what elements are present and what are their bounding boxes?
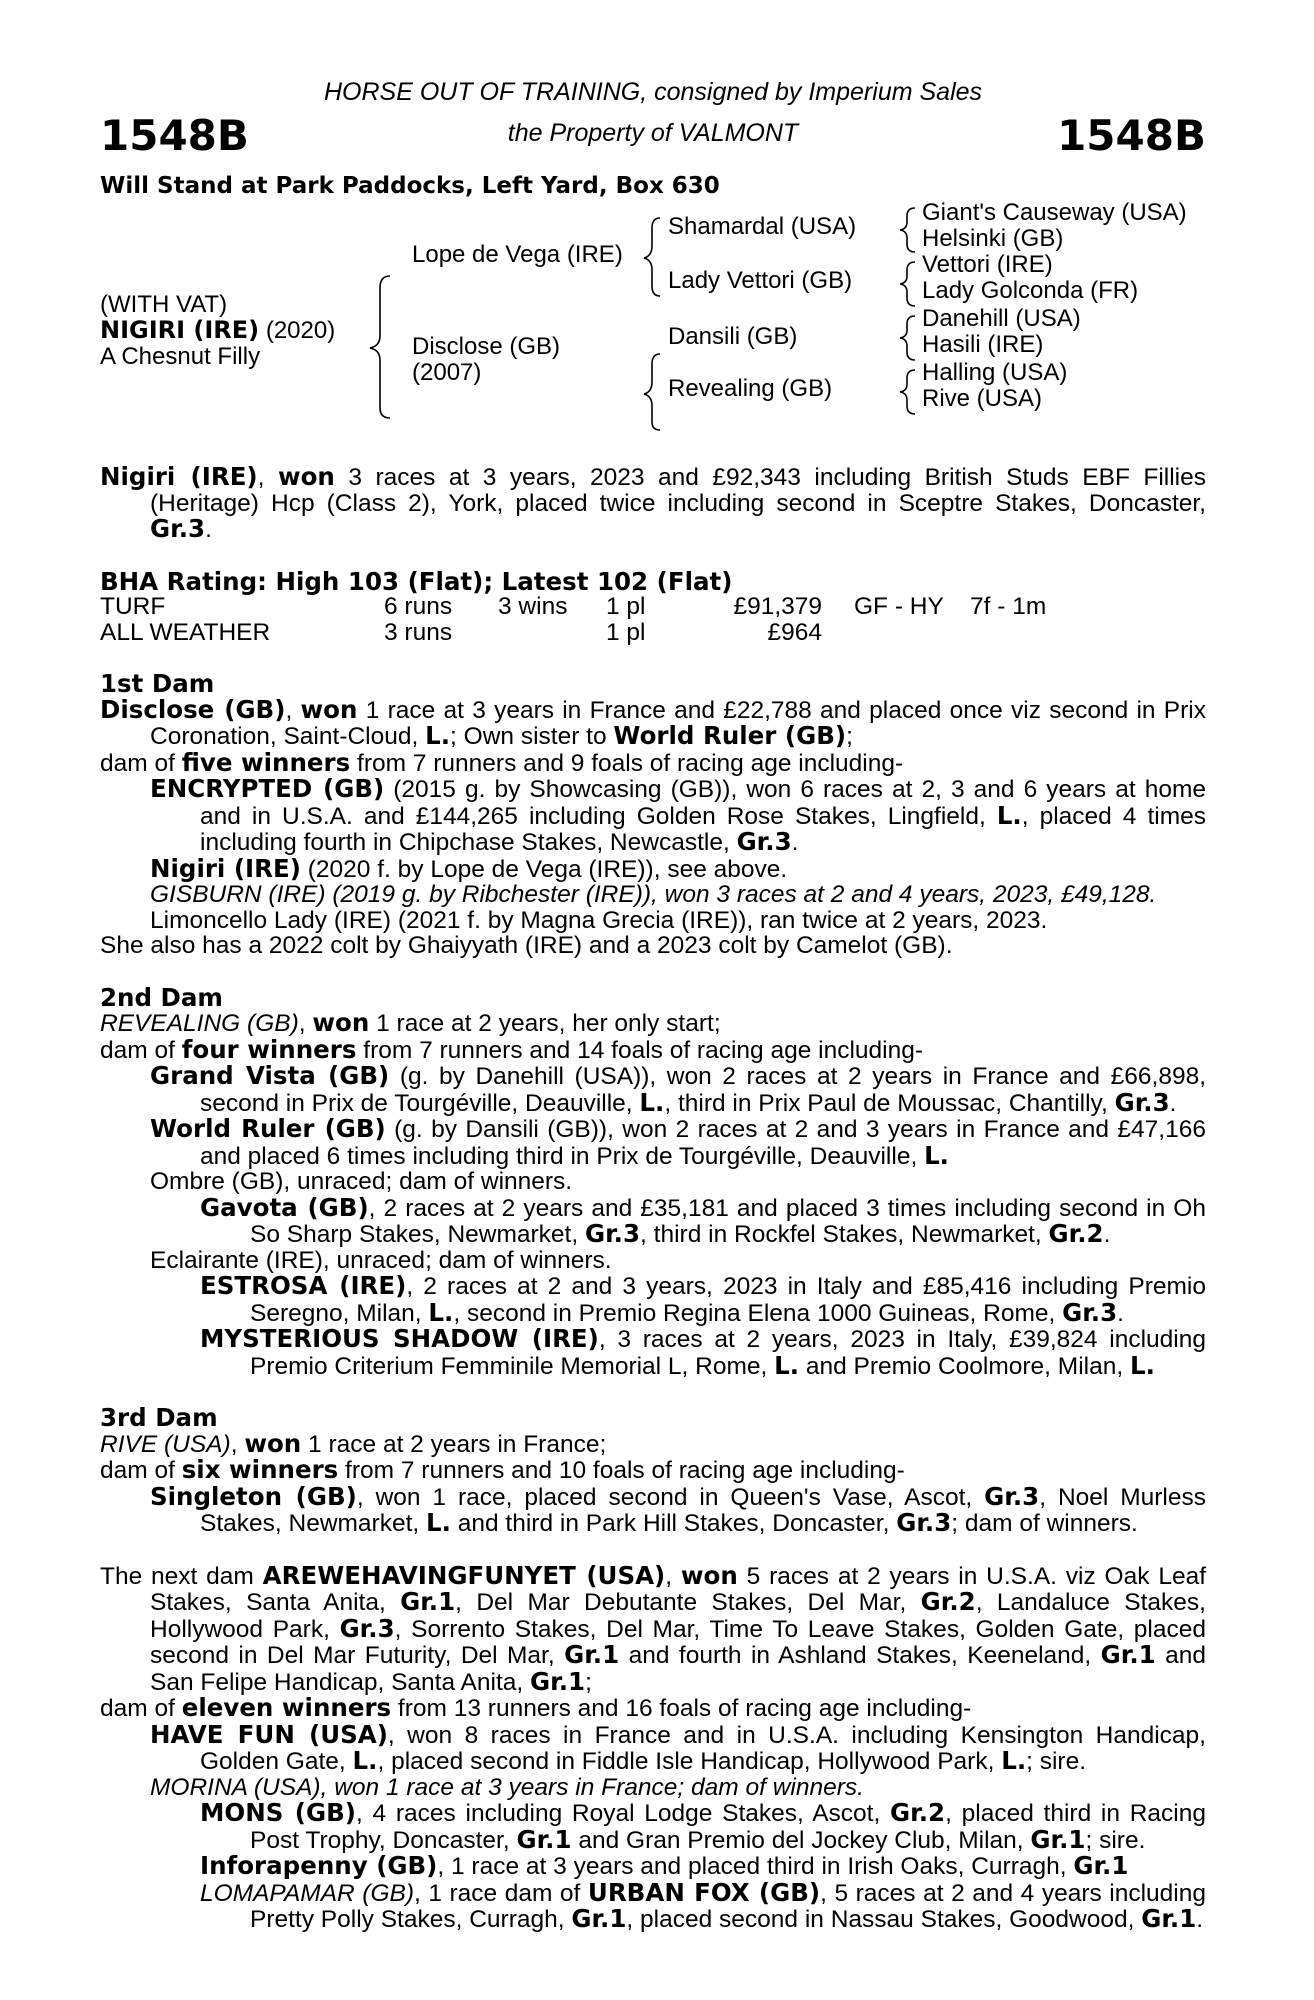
- sister-name: World Ruler (GB): [613, 721, 847, 750]
- vat-note: (WITH VAT): [100, 291, 228, 318]
- intro-grade: Gr.3: [150, 514, 206, 543]
- text: and Premio Coolmore, Milan,: [799, 1352, 1130, 1380]
- listed-mark: L.: [352, 1746, 378, 1775]
- produce-encrypted: [150, 776, 1206, 856]
- produce-name: World Ruler (GB): [150, 1114, 386, 1143]
- text: ; sire.: [1085, 1826, 1146, 1854]
- lot-number-left: 1548B: [100, 111, 249, 160]
- grade-mark: Gr.3: [984, 1481, 1040, 1511]
- rating-wins: [498, 620, 606, 646]
- grade-mark: Gr.1: [1030, 1824, 1086, 1854]
- text: .: [1169, 1089, 1177, 1117]
- ped-dss: Danehill (USA): [922, 305, 1081, 332]
- grade-mark: Gr.1: [530, 1666, 586, 1696]
- winners-count: four winners: [181, 1034, 357, 1064]
- text: The next dam: [100, 1562, 263, 1590]
- text: and fourth in Ashland Stakes, Keeneland,: [619, 1642, 1101, 1669]
- dam1-also: She also has a 2022 colt by Ghaiyyath (IRE) and a 2023 colt by Camelot (GB).: [100, 932, 953, 959]
- rating-prize: £964: [767, 618, 822, 646]
- produce-gisburn: GISBURN (IRE) (2019 g. by Ribchester (IRE)), won 3 races at 2 and 4 years, 2023, £49,128.: [150, 881, 1157, 908]
- rating-placed: 1 pl: [606, 618, 646, 646]
- text: .: [1117, 1299, 1124, 1327]
- grade-mark: Gr.1: [1141, 1904, 1197, 1933]
- dam3-produce-line: [100, 1457, 1206, 1484]
- text: .: [791, 829, 799, 856]
- lot-number-right: 1548B: [1057, 111, 1206, 160]
- dam1-heading: 1st Dam: [100, 669, 215, 698]
- text: , won 1 race, placed second in Queen's Vase, Ascot,: [356, 1483, 985, 1511]
- rating-runs: 6 runs: [384, 593, 453, 620]
- sire: Lope de Vega (IRE): [412, 241, 623, 268]
- produce-world-ruler: [150, 1116, 1206, 1169]
- text: ;: [585, 1668, 592, 1696]
- text: from 7 runners and 9 foals of racing age including-: [350, 749, 904, 777]
- text: ; dam of winners.: [951, 1510, 1138, 1537]
- text: , third in Prix Paul de Moussac, Chantilly,: [664, 1089, 1115, 1117]
- dam2-won: won: [312, 1008, 370, 1037]
- produce-name: ENCRYPTED (GB): [150, 774, 385, 803]
- produce-name: LOMAPAMAR (GB): [200, 1879, 414, 1907]
- next-dam-won: won: [680, 1560, 738, 1590]
- dam-dam: Revealing (GB): [668, 375, 833, 402]
- text: , Noel Murless Stakes, Newmarket,: [200, 1483, 1207, 1537]
- intro-won: won: [277, 462, 335, 491]
- grade-mark: Gr.3: [1114, 1087, 1170, 1117]
- listed-mark: L.: [425, 721, 451, 750]
- produce-have-fun: [150, 1719, 1206, 1775]
- text: and Gran Premio del Jockey Club, Milan,: [571, 1826, 1031, 1854]
- text: dam of: [100, 1695, 182, 1722]
- produce-inforapenny: [200, 1853, 1206, 1880]
- grade-mark: Gr.1: [564, 1640, 620, 1669]
- text: .: [1196, 1906, 1204, 1933]
- text: and San Felipe Handicap, Santa Anita,: [150, 1642, 1207, 1696]
- produce-gavota: [200, 1192, 1206, 1248]
- ped-ssd: Helsinki (GB): [922, 225, 1064, 252]
- produce-limoncello: Limoncello Lady (IRE) (2021 f. by Magna Grecia (IRE)), ran twice at 2 years, 2023.: [150, 906, 1048, 934]
- grade-mark: Gr.1: [571, 1904, 627, 1933]
- winners-count: eleven winners: [181, 1693, 392, 1722]
- rating-title: BHA Rating: High 103 (Flat); Latest 102 (Flat): [100, 566, 733, 596]
- rating-distance: 7f - 1m: [970, 593, 1047, 620]
- produce-name: Grand Vista (GB): [150, 1061, 390, 1090]
- text: , 2 races at 2 years and £35,181 and placed 3 times including second in Oh So Sharp Stakes, Newmarket,: [250, 1194, 1206, 1248]
- produce-name: Singleton (GB): [150, 1481, 357, 1511]
- rating-row-aw: [100, 620, 1046, 646]
- listed-mark: L.: [924, 1140, 949, 1170]
- text: from 7 runners and 10 foals of racing age including-: [338, 1457, 905, 1484]
- dam1-paragraph: Disclose (GB), won 1 race at 3 years in France and £22,788 and placed once viz second in Prix Coronation, Saint-Cloud, L.; Own sister to World Ruler (GB);: [100, 694, 1206, 750]
- winners-count: six winners: [181, 1455, 339, 1484]
- grade-mark: Gr.1: [400, 1587, 456, 1616]
- produce-morina: MORINA (USA), won 1 race at 3 years in France; dam of winners.: [150, 1773, 864, 1801]
- pedigree-table: [100, 199, 1206, 418]
- next-dam-produce-line: [100, 1695, 1206, 1722]
- produce-name: URBAN FOX (GB): [587, 1877, 821, 1907]
- text: , 4 races including Royal Lodge Stakes, Ascot,: [355, 1800, 891, 1827]
- produce-lomapamar: [200, 1877, 1207, 1933]
- ped-sdd: Lady Golconda (FR): [922, 277, 1139, 304]
- ped-sss: Giant's Causeway (USA): [922, 199, 1187, 226]
- text: , 1 race at 3 years and placed third in Irish Oaks, Curragh,: [437, 1853, 1074, 1880]
- dam1-name: Disclose (GB): [100, 694, 286, 724]
- text: ; Own sister to: [450, 723, 614, 750]
- produce-name: MYSTERIOUS SHADOW (IRE): [200, 1324, 599, 1353]
- listed-mark: L.: [426, 1508, 451, 1537]
- text: , Sorrento Stakes, Del Mar, Time To Leave Stakes, Golden Gate, placed second in Del Mar Futurity, Del Mar,: [150, 1615, 1207, 1669]
- text: , placed second in Fiddle Isle Handicap, Hollywood Park,: [377, 1748, 1002, 1775]
- rating-wins: 3 wins: [498, 593, 568, 620]
- grade-mark: Gr.3: [896, 1508, 952, 1537]
- produce-name: ESTROSA (IRE): [200, 1271, 407, 1300]
- produce-mons: [200, 1800, 1206, 1853]
- grade-mark: Gr.3: [584, 1219, 641, 1248]
- rating-row-turf: [100, 594, 1046, 620]
- produce-ombre: Ombre (GB), unraced; dam of winners.: [150, 1168, 573, 1195]
- grade-mark: Gr.2: [1048, 1219, 1104, 1248]
- text: , Landaluce Stakes, Hollywood Park,: [150, 1589, 1206, 1643]
- listed-mark: L.: [428, 1297, 454, 1327]
- dam3-name: RIVE (USA): [100, 1430, 231, 1458]
- rating-going: [854, 620, 970, 646]
- ped-ddd: Rive (USA): [922, 385, 1043, 412]
- listed-mark: L.: [639, 1087, 665, 1117]
- rating-runs: 3 runs: [384, 618, 453, 646]
- stand-location: Will Stand at Park Paddocks, Left Yard, Box 630: [100, 173, 720, 199]
- text: , won 8 races in France and in U.S.A. including Kensington Handicap, Golden Gate,: [200, 1721, 1206, 1775]
- text: ; sire.: [1026, 1748, 1087, 1775]
- produce-name: Inforapenny (GB): [200, 1851, 438, 1880]
- dam2-paragraph: REVEALING (GB), won 1 race at 2 years, her only start;: [100, 1008, 721, 1037]
- grade-mark: Gr.2: [890, 1798, 946, 1827]
- dam-sire: Dansili (GB): [668, 323, 798, 350]
- horse-year: (2020): [265, 317, 336, 344]
- text: , 2 races at 2 and 3 years, 2023 in Italy and £85,416 including Premio Seregno, Milan,: [250, 1273, 1206, 1327]
- dam2-heading: 2nd Dam: [100, 982, 223, 1012]
- text: , placed second in Nassau Stakes, Goodwood,: [626, 1906, 1142, 1933]
- ped-sds: Vettori (IRE): [922, 251, 1053, 278]
- text: dam of: [100, 1457, 182, 1484]
- text: , 5 races at 2 and 4 years including Pretty Polly Stakes, Curragh,: [250, 1879, 1207, 1933]
- dam1-won: won: [300, 694, 358, 724]
- horse-name: NIGIRI (IRE): [100, 316, 260, 344]
- dam1-produce-line: [100, 747, 1206, 777]
- produce-singleton: [150, 1481, 1207, 1537]
- text: from 13 runners and 16 foals of racing age including-: [391, 1695, 972, 1722]
- listed-mark: L.: [774, 1350, 800, 1380]
- sire-sire: Shamardal (USA): [668, 213, 857, 240]
- ped-dds: Halling (USA): [922, 359, 1068, 386]
- grade-mark: Gr.3: [736, 827, 792, 856]
- grade-mark: Gr.1: [516, 1824, 572, 1854]
- text: , 3 races at 2 years, 2023 in Italy, £39,824 including Premio Criterium Femminile Memorial L, Rome,: [250, 1326, 1206, 1380]
- dam-year: (2007): [412, 359, 482, 386]
- produce-name: Nigiri (IRE): [150, 853, 301, 883]
- next-dam-paragraph: [100, 1560, 1207, 1696]
- intro-end: .: [205, 516, 212, 543]
- next-dam-name: AREWEHAVINGFUNYET (USA): [262, 1560, 666, 1590]
- produce-eclairante: Eclairante (IRE), unraced; dam of winners.: [150, 1246, 612, 1274]
- text: ,: [665, 1562, 681, 1590]
- dam3-heading: 3rd Dam: [100, 1403, 218, 1432]
- text: , Del Mar Debutante Stakes, Del Mar,: [455, 1589, 921, 1616]
- horse-title: [100, 318, 335, 344]
- produce-estrosa: [200, 1273, 1206, 1326]
- text: , second in Premio Regina Elena 1000 Guineas, Rome,: [453, 1299, 1063, 1327]
- property-line: the Property of VALMONT: [507, 119, 799, 147]
- dam2-produce-line: [100, 1034, 1206, 1064]
- text: 5 races at 2 years in U.S.A. viz Oak Leaf Stakes, Santa Anita,: [150, 1562, 1207, 1616]
- text: 1 race at 2 years, her only start;: [369, 1010, 721, 1037]
- horse-description: A Chesnut Filly: [100, 343, 261, 370]
- rating-surface: ALL WEATHER: [100, 618, 271, 646]
- grade-mark: Gr.1: [1100, 1640, 1156, 1669]
- text: ;: [846, 723, 853, 750]
- rating-going: GF - HY: [854, 593, 944, 620]
- listed-mark: L.: [1129, 1350, 1155, 1380]
- text: , third in Rockfel Stakes, Newmarket,: [640, 1221, 1049, 1248]
- text: 1 race at 3 years in France and £22,788 and placed once viz second in Prix Coronation, Saint-Cloud,: [150, 696, 1206, 750]
- produce-mysterious-shadow: [200, 1326, 1206, 1379]
- intro-name: Nigiri (IRE): [100, 462, 258, 491]
- text: , placed third in Racing Post Trophy, Doncaster,: [250, 1800, 1206, 1854]
- dam3-paragraph: RIVE (USA), won 1 race at 2 years in France;: [100, 1428, 607, 1458]
- dam2-name: REVEALING (GB): [100, 1010, 299, 1037]
- grade-mark: Gr.1: [1073, 1851, 1129, 1880]
- text: dam of: [100, 749, 182, 777]
- text: (2015 g. by Showcasing (GB)), won 6 races at 2, 3 and 6 years at home and in U.S.A. and £144,265 including Golden Rose Stakes, Lingfield,: [200, 776, 1207, 830]
- text: , 1 race dam of: [414, 1879, 588, 1907]
- rating-prize: £91,379: [733, 593, 822, 620]
- dam: Disclose (GB): [412, 333, 561, 360]
- text: (2020 f. by Lope de Vega (IRE)), see above.: [300, 855, 788, 883]
- text: , placed 4 times including fourth in Chipchase Stakes, Newcastle,: [200, 802, 1206, 856]
- consignor-line: HORSE OUT OF TRAINING, consigned by Imperium Sales: [323, 78, 983, 106]
- listed-mark: L.: [1001, 1746, 1027, 1775]
- listed-mark: L.: [996, 800, 1022, 830]
- text: 1 race at 2 years in France;: [301, 1430, 607, 1458]
- text: from 7 runners and 14 foals of racing age including-: [356, 1036, 924, 1064]
- grade-mark: Gr.2: [920, 1587, 976, 1616]
- rating-table: [100, 594, 1046, 645]
- intro-text: 3 races at 3 years, 2023 and £92,343 including British Studs EBF Fillies (Heritage) Hcp (Class 2), York, placed twice including second in Sceptre Stakes, Doncaster,: [150, 464, 1206, 517]
- catalogue-body: [100, 464, 1206, 1933]
- ped-dsd: Hasili (IRE): [922, 331, 1044, 358]
- rating-distance: [970, 620, 1046, 646]
- text: and third in Park Hill Stakes, Doncaster,: [450, 1510, 897, 1537]
- text: .: [1103, 1221, 1111, 1248]
- grade-mark: Gr.3: [339, 1613, 395, 1643]
- text: (g. by Danehill (USA)), won 2 races at 2 years in France and £66,898, second in Prix de Tourgéville, Deauville,: [200, 1063, 1206, 1117]
- text: dam of: [100, 1036, 182, 1064]
- produce-nigiri: [150, 853, 1206, 883]
- produce-name: HAVE FUN (USA): [150, 1719, 388, 1749]
- rating-surface: TURF: [100, 593, 166, 620]
- intro-paragraph: Nigiri (IRE), won 3 races at 3 years, 2023 and £92,343 including British Studs EBF Fillies (Heritage) Hcp (Class 2), York, placed twice including second in Sceptre Stakes, Doncaster, Gr.3.: [100, 462, 1206, 543]
- dam3-won: won: [244, 1428, 302, 1458]
- winners-count: five winners: [181, 747, 351, 777]
- produce-name: MONS (GB): [200, 1798, 356, 1827]
- rating-placed: 1 pl: [606, 593, 646, 620]
- produce-name: Gavota (GB): [200, 1192, 369, 1222]
- grade-mark: Gr.3: [1062, 1297, 1118, 1327]
- text: (g. by Dansili (GB)), won 2 races at 2 and 3 years in France and £47,166 and placed 6 times including third in Prix de Tourgéville, Deauville,: [200, 1116, 1206, 1170]
- sire-dam: Lady Vettori (GB): [668, 267, 853, 294]
- produce-grand-vista: [150, 1063, 1206, 1116]
